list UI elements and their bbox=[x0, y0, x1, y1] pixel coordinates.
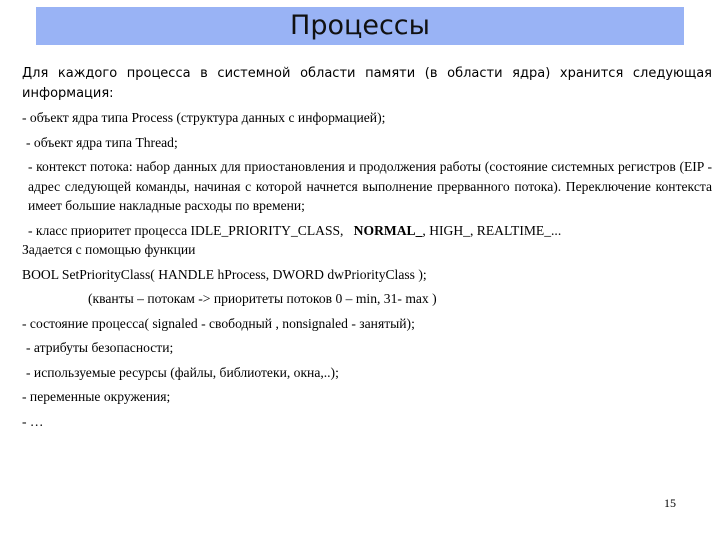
bullet-process-state: - состояние процесса( signaled - свободный , nonsignaled - занятый); bbox=[22, 315, 415, 331]
bullet-used-resources: - используемые ресурсы (файлы, библиотеки, окна,..); bbox=[26, 364, 339, 380]
set-priority-function: BOOL SetPriorityClass( HANDLE hProcess, DWORD dwPriorityClass ); bbox=[22, 266, 427, 282]
slide-title-bar bbox=[36, 7, 684, 45]
page-number: 15 bbox=[664, 496, 676, 510]
slide-title: Процессы bbox=[290, 10, 430, 41]
slide-body bbox=[22, 64, 712, 436]
priority-class-text: - класс приоритет процесса IDLE_PRIORITY_CLASS, bbox=[28, 222, 344, 238]
bullet-kernel-object-thread: - объект ядра типа Thread; bbox=[26, 134, 178, 150]
bullet-security-attributes: - атрибуты безопасности; bbox=[26, 340, 174, 355]
bullet-ellipsis: - … bbox=[22, 413, 44, 429]
bullet-kernel-object-process: - объект ядра типа Process (структура данных с информацией); bbox=[22, 110, 386, 125]
priority-normal-label: NORMAL_ bbox=[353, 222, 423, 238]
bullet-priority-class bbox=[22, 221, 712, 241]
priority-class-rest: , HIGH_, REALTIME_... bbox=[422, 222, 562, 238]
bullet-thread-context: - контекст потока: набор данных для приостановления и продолжения работы (состояние системных регистров (EIP - адрес следующей команды, начиная с которой начнется выполнение прерванного потока). Переключение контекста имеет большие накладные расходы по времени; bbox=[28, 159, 712, 213]
quanta-note: (кванты – потокам -> приоритеты потоков 0 – min, 31- max ) bbox=[88, 291, 437, 306]
priority-set-by: Задается с помощью функции bbox=[22, 242, 196, 257]
intro-paragraph: Для каждого процесса в системной области памяти (в области ядра) хранится следующая информация: bbox=[22, 66, 712, 101]
bullet-environment-variables: - переменные окружения; bbox=[22, 389, 171, 404]
